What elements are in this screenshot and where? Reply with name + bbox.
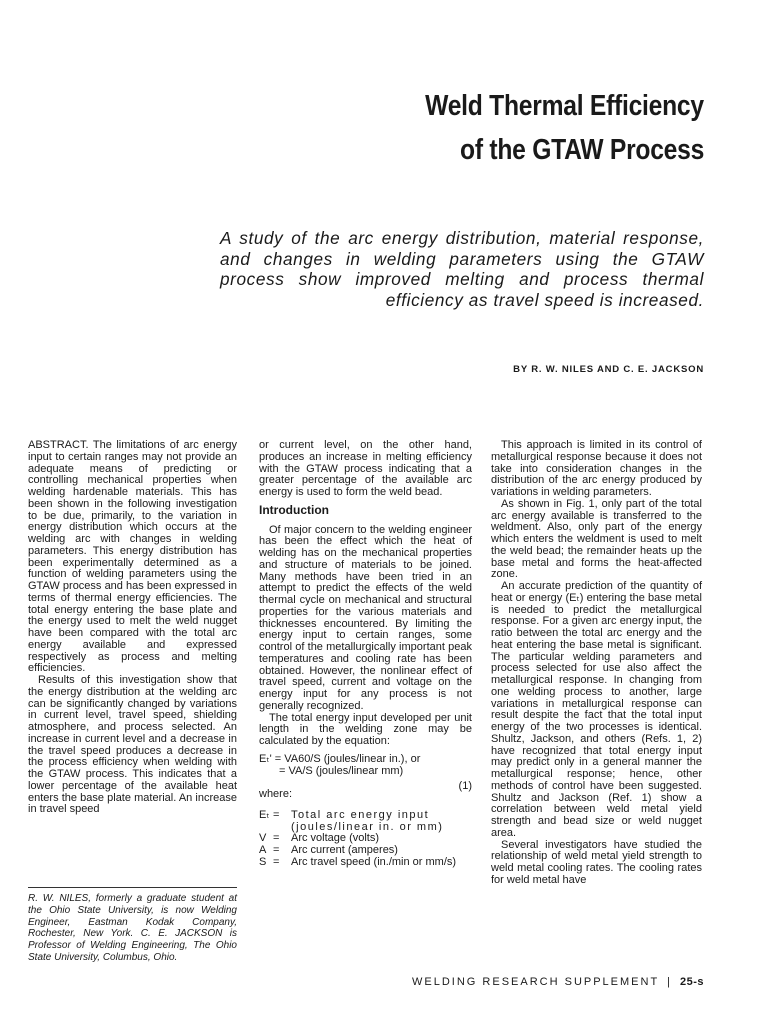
definition-text: Arc travel speed (in./min or mm/s) [291,855,457,868]
definition-equals: = [273,855,280,868]
approach-paragraph: This approach is limited in its control of metallurgical response because it does not take into consideration changes in the distribution of the arc energy produced by variations in welding parameters. [491,439,702,498]
footnote-rule [28,887,237,888]
definition-symbol: V [259,832,267,845]
equation-number: (1) [458,780,472,793]
article-subtitle: A study of the arc energy distribution, material response, and changes in welding parameters using the GTAW process show improved melting and process thermal efficiency as travel speed is increased. [220,228,704,310]
author-bio [28,893,237,964]
definition-symbol: Eₜ [259,808,270,821]
page-number: 25-s [679,976,704,988]
definition-symbol: A [259,844,267,856]
definition-symbol: S [259,855,267,868]
author-bio-text: R. W. NILES, formerly a graduate student at the Ohio State University, is now Welding Engineer, Eastman Kodak Company, Rochester, New York. C. E. JACKSON is Professor of Welding Engineering, The Ohio State University, Columbus, Ohio. [28,893,237,963]
footer-separator: | [667,976,672,988]
definition-equals: = [273,832,280,845]
equation-line-2: = VA/S (joules/linear mm) [279,764,404,777]
page-footer [412,976,704,988]
investigators-paragraph: Several investigators have studied the relationship of weld metal yield strength to weld metal cooling rates. The cooling rates for weld metal have [491,838,702,886]
introduction-paragraph: Of major concern to the welding engineer has been the effect which the heat of welding has on the mechanical properties and structure of materials to be joined. Many methods have been tried in an attempt to predict the effects of the weld thermal cycle on mechanical and structural properties for the various materials and thicknesses encountered. By limiting the energy input to certain ranges, some control of the metallurgically important peak temperatures and cooling rate has been obtained. However, the nonlinear effect of travel speed, current and voltage on the energy input for any process is not generally recognized. [259,523,472,712]
prediction-paragraph: An accurate prediction of the quantity of heat or energy (Eₜ) entering the base metal is needed to predict the metallurgical response. For a given arc energy input, the ratio between the total arc energy and the heat entering the base metal is significant. The particular welding parameters and process selected for use also affect the metallurgical response. In changing from one welding process to another, large variations in metallurgical response can result despite the fact that the total input energy of the two processes is identical. Shultz, Jackson, and others (Refs. 1, 2) have recognized that total energy input may predict only in a general manner the metallurgical response; hence, other methods of control have been suggested. Shultz and Jackson (Ref. 1) show a correlation between weld metal yield strength and bead size or weld nugget area. [491,580,702,839]
column-3 [491,440,702,887]
article-title-line2: of the GTAW Process [460,134,704,166]
equation-block [259,754,472,793]
byline: BY R. W. NILES AND C. E. JACKSON [513,364,704,375]
results-paragraph: Results of this investigation show that the energy distribution at the welding arc can be significantly changed by variations in current level, travel speed, shielding atmosphere, and process selected. An increase in current level and a decrease in the travel speed produces a decrease in the process efficiency when welding with the GTAW process. This indicates that a lower percentage of the available heat enters the base plate material. An increase in travel speed [28,674,237,816]
continued-paragraph: or current level, on the other hand, produces an increase in melting efficiency with the GTAW process indicating that a greater percentage of the available arc energy is used to form the weld bead. [259,439,472,498]
footer-label: WELDING RESEARCH SUPPLEMENT [412,976,659,988]
definition-text: Total arc energy input (joules/linear in. or mm) [291,808,444,833]
definition-row [259,810,472,834]
definition-text: Arc voltage (volts) [291,832,380,845]
figure-paragraph: As shown in Fig. 1, only part of the total arc energy available is transferred to the weldment. Also, only part of the energy which enters the weldment is used to melt the weld bead; the remainder heats up the base metal and forms the heat-affected zone. [491,497,702,581]
definition-text: Arc current (amperes) [291,844,398,856]
equation-line-1: Eₜ' = VA60/S (joules/linear in.), or [259,752,421,765]
column-2 [259,440,472,869]
section-heading-introduction: Introduction [259,502,329,517]
article-title-line1: Weld Thermal Efficiency [425,90,704,122]
where-label: where: [259,788,293,800]
column-1 [28,440,237,816]
definition-equals: = [273,844,280,856]
definition-row [259,857,472,869]
total-energy-paragraph: The total energy input developed per unit length in the welding zone may be calculated by the equation: [259,711,472,747]
definition-row [259,845,472,857]
abstract-paragraph: ABSTRACT. The limitations of arc energy input to certain ranges may not provide an adequate means of predicting or controlling mechanical properties when welding hardenable materials. This has been shown in the following investigation to be due, primarily, to the variation in energy distribution which occurs at the welding arc with changes in welding parameters. This energy distribution has been experimentally determined as a function of welding parameters using the GTAW process and has been expressed in terms of thermal energy efficiencies. The total energy entering the base plate and the energy used to melt the weld nugget have been compared with the total arc energy available and expressed respectively as process and melting efficiencies. [28,439,237,675]
definition-list [259,810,472,869]
definition-equals: = [273,808,280,821]
